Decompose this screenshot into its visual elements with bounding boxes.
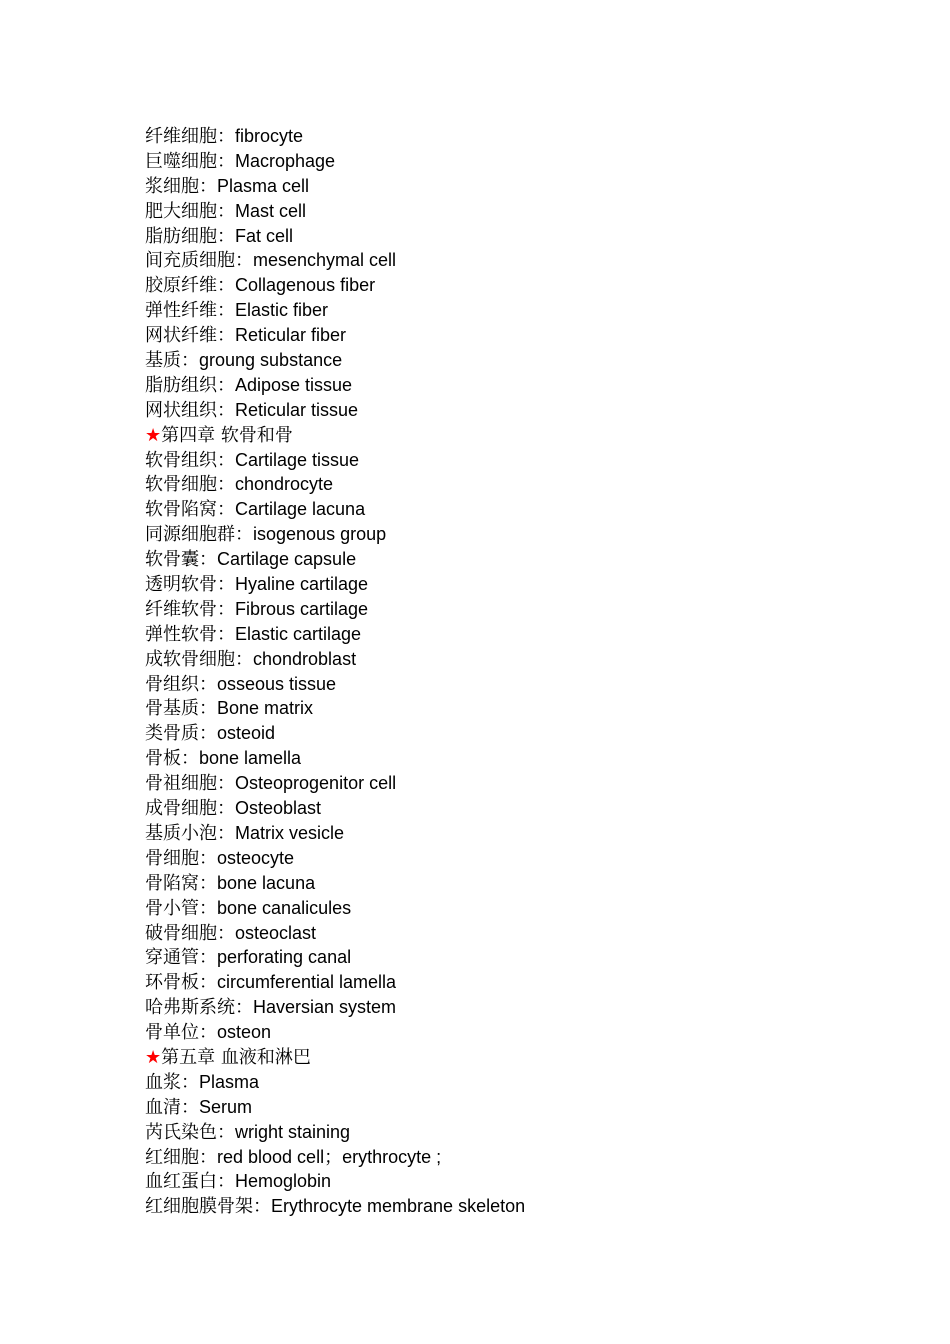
term-english: wright staining	[235, 1121, 351, 1142]
glossary-term-row	[145, 696, 905, 721]
glossary-term-row	[145, 746, 905, 771]
term-english: Mast cell	[235, 200, 307, 221]
term-english: Elastic cartilage	[235, 623, 362, 644]
term-chinese: 成骨细胞：	[145, 798, 235, 820]
glossary-term-row	[145, 796, 905, 821]
term-english: groung substance	[199, 350, 343, 371]
term-chinese: 骨陷窝：	[145, 872, 217, 894]
term-chinese: 穿通管：	[145, 947, 217, 969]
term-english: red blood cell；erythrocyte ;	[217, 1146, 442, 1167]
glossary-term-row	[145, 298, 905, 323]
term-chinese: 肥大细胞：	[145, 200, 235, 222]
glossary-term-row	[145, 871, 905, 896]
term-chinese: 网状组织：	[145, 399, 235, 421]
term-english: osteon	[217, 1022, 272, 1043]
term-chinese: 骨小管：	[145, 897, 217, 919]
term-english: Cartilage tissue	[235, 449, 360, 470]
term-chinese: 软骨囊：	[145, 549, 217, 571]
term-english: Bone matrix	[217, 698, 314, 719]
chapter-heading	[145, 1045, 905, 1070]
chapter-heading	[145, 423, 905, 448]
term-chinese: 血清：	[145, 1096, 199, 1118]
term-chinese: 网状纤维：	[145, 325, 235, 347]
term-english: Serum	[199, 1096, 253, 1117]
glossary-term-row	[145, 846, 905, 871]
glossary-term-row	[145, 945, 905, 970]
term-chinese: 骨细胞：	[145, 847, 217, 869]
glossary-term-row	[145, 497, 905, 522]
term-english: Plasma cell	[217, 175, 310, 196]
term-english: Elastic fiber	[235, 300, 329, 321]
term-chinese: 间充质细胞：	[145, 250, 253, 272]
term-chinese: 哈弗斯系统：	[145, 997, 253, 1019]
glossary-term-row	[145, 199, 905, 224]
term-english: Collagenous fiber	[235, 275, 376, 296]
term-chinese: 基质：	[145, 350, 199, 372]
chapter-heading-text: 第五章 血液和淋巴	[161, 1046, 311, 1068]
glossary-term-row	[145, 348, 905, 373]
term-english: Matrix vesicle	[235, 822, 345, 843]
term-english: Cartilage capsule	[217, 549, 357, 570]
term-english: Hyaline cartilage	[235, 574, 369, 595]
star-icon: ★	[145, 424, 162, 446]
term-english: bone lacuna	[217, 872, 316, 893]
term-chinese: 弹性软骨：	[145, 623, 235, 645]
term-english: Osteoblast	[235, 798, 322, 819]
chapter-heading-text: 第四章 软骨和骨	[161, 424, 293, 446]
glossary-term-row	[145, 448, 905, 473]
term-chinese: 红细胞：	[145, 1146, 217, 1168]
glossary-term-row	[145, 472, 905, 497]
term-chinese: 基质小泡：	[145, 822, 235, 844]
term-english: osteoid	[217, 723, 276, 744]
term-chinese: 脂肪细胞：	[145, 225, 235, 247]
term-chinese: 纤维软骨：	[145, 598, 235, 620]
term-chinese: 浆细胞：	[145, 175, 217, 197]
term-chinese: 骨组织：	[145, 673, 217, 695]
term-chinese: 透明软骨：	[145, 574, 235, 596]
term-english: perforating canal	[217, 947, 352, 968]
glossary-term-row	[145, 970, 905, 995]
glossary-term-row	[145, 721, 905, 746]
glossary-term-row	[145, 771, 905, 796]
term-english: bone canalicules	[217, 897, 352, 918]
glossary-term-row	[145, 174, 905, 199]
term-chinese: 胶原纤维：	[145, 275, 235, 297]
term-chinese: 红细胞膜骨架：	[145, 1196, 271, 1218]
glossary-term-row	[145, 821, 905, 846]
term-english: osseous tissue	[217, 673, 337, 694]
term-chinese: 骨祖细胞：	[145, 773, 235, 795]
glossary-term-row	[145, 149, 905, 174]
glossary-term-row	[145, 1194, 905, 1219]
glossary-term-row	[145, 1070, 905, 1095]
glossary-term-row	[145, 647, 905, 672]
term-english: osteoclast	[235, 922, 317, 943]
term-english: Reticular fiber	[235, 325, 347, 346]
term-english: Macrophage	[235, 150, 336, 171]
term-english: Fat cell	[235, 225, 294, 246]
term-chinese: 骨基质：	[145, 698, 217, 720]
glossary-term-row	[145, 1145, 905, 1170]
term-english: Hemoglobin	[235, 1171, 332, 1192]
term-chinese: 成软骨细胞：	[145, 648, 253, 670]
term-english: Osteoprogenitor cell	[235, 773, 397, 794]
glossary-term-row	[145, 273, 905, 298]
glossary-term-row	[145, 323, 905, 348]
term-chinese: 巨噬细胞：	[145, 150, 235, 172]
term-english: Cartilage lacuna	[235, 499, 366, 520]
glossary-term-row	[145, 597, 905, 622]
glossary-term-row	[145, 921, 905, 946]
glossary-term-row	[145, 248, 905, 273]
glossary-term-row	[145, 1095, 905, 1120]
term-english: Reticular tissue	[235, 399, 359, 420]
term-chinese: 脂肪组织：	[145, 374, 235, 396]
term-english: Adipose tissue	[235, 374, 353, 395]
term-english: fibrocyte	[235, 126, 304, 146]
term-chinese: 血浆：	[145, 1071, 199, 1093]
glossary-term-row	[145, 896, 905, 921]
term-english: chondroblast	[253, 648, 357, 669]
glossary-term-row	[145, 398, 905, 423]
term-chinese: 纤维细胞：	[145, 126, 235, 147]
term-chinese: 芮氏染色：	[145, 1121, 235, 1143]
term-chinese: 软骨细胞：	[145, 474, 235, 496]
glossary-term-row	[145, 622, 905, 647]
term-chinese: 弹性纤维：	[145, 300, 235, 322]
term-english: bone lamella	[199, 748, 302, 769]
glossary-term-row	[145, 572, 905, 597]
term-chinese: 软骨组织：	[145, 449, 235, 471]
term-chinese: 环骨板：	[145, 972, 217, 994]
term-chinese: 同源细胞群：	[145, 524, 253, 546]
term-chinese: 血红蛋白：	[145, 1171, 235, 1193]
term-chinese: 骨板：	[145, 748, 199, 770]
glossary-term-row	[145, 1169, 905, 1194]
glossary-term-row	[145, 547, 905, 572]
glossary-term-row	[145, 1120, 905, 1145]
term-english: mesenchymal cell	[253, 250, 397, 271]
star-icon: ★	[145, 1046, 162, 1068]
glossary-list	[145, 124, 905, 1219]
term-english: isogenous group	[253, 524, 387, 545]
term-chinese: 类骨质：	[145, 723, 217, 745]
term-english: circumferential lamella	[217, 972, 397, 993]
term-chinese: 破骨细胞：	[145, 922, 235, 944]
term-english: Haversian system	[253, 997, 397, 1018]
glossary-term-row	[145, 672, 905, 697]
glossary-term-row	[145, 995, 905, 1020]
glossary-term-row	[145, 224, 905, 249]
glossary-term-row	[145, 373, 905, 398]
term-english: Fibrous cartilage	[235, 598, 369, 619]
term-english: osteocyte	[217, 847, 295, 868]
term-chinese: 骨单位：	[145, 1022, 217, 1044]
term-english: Erythrocyte membrane skeleton	[271, 1196, 526, 1217]
term-english: Plasma	[199, 1071, 260, 1092]
glossary-term-row	[145, 124, 905, 149]
glossary-term-row	[145, 1020, 905, 1045]
term-chinese: 软骨陷窝：	[145, 499, 235, 521]
glossary-term-row	[145, 522, 905, 547]
term-english: chondrocyte	[235, 474, 334, 495]
